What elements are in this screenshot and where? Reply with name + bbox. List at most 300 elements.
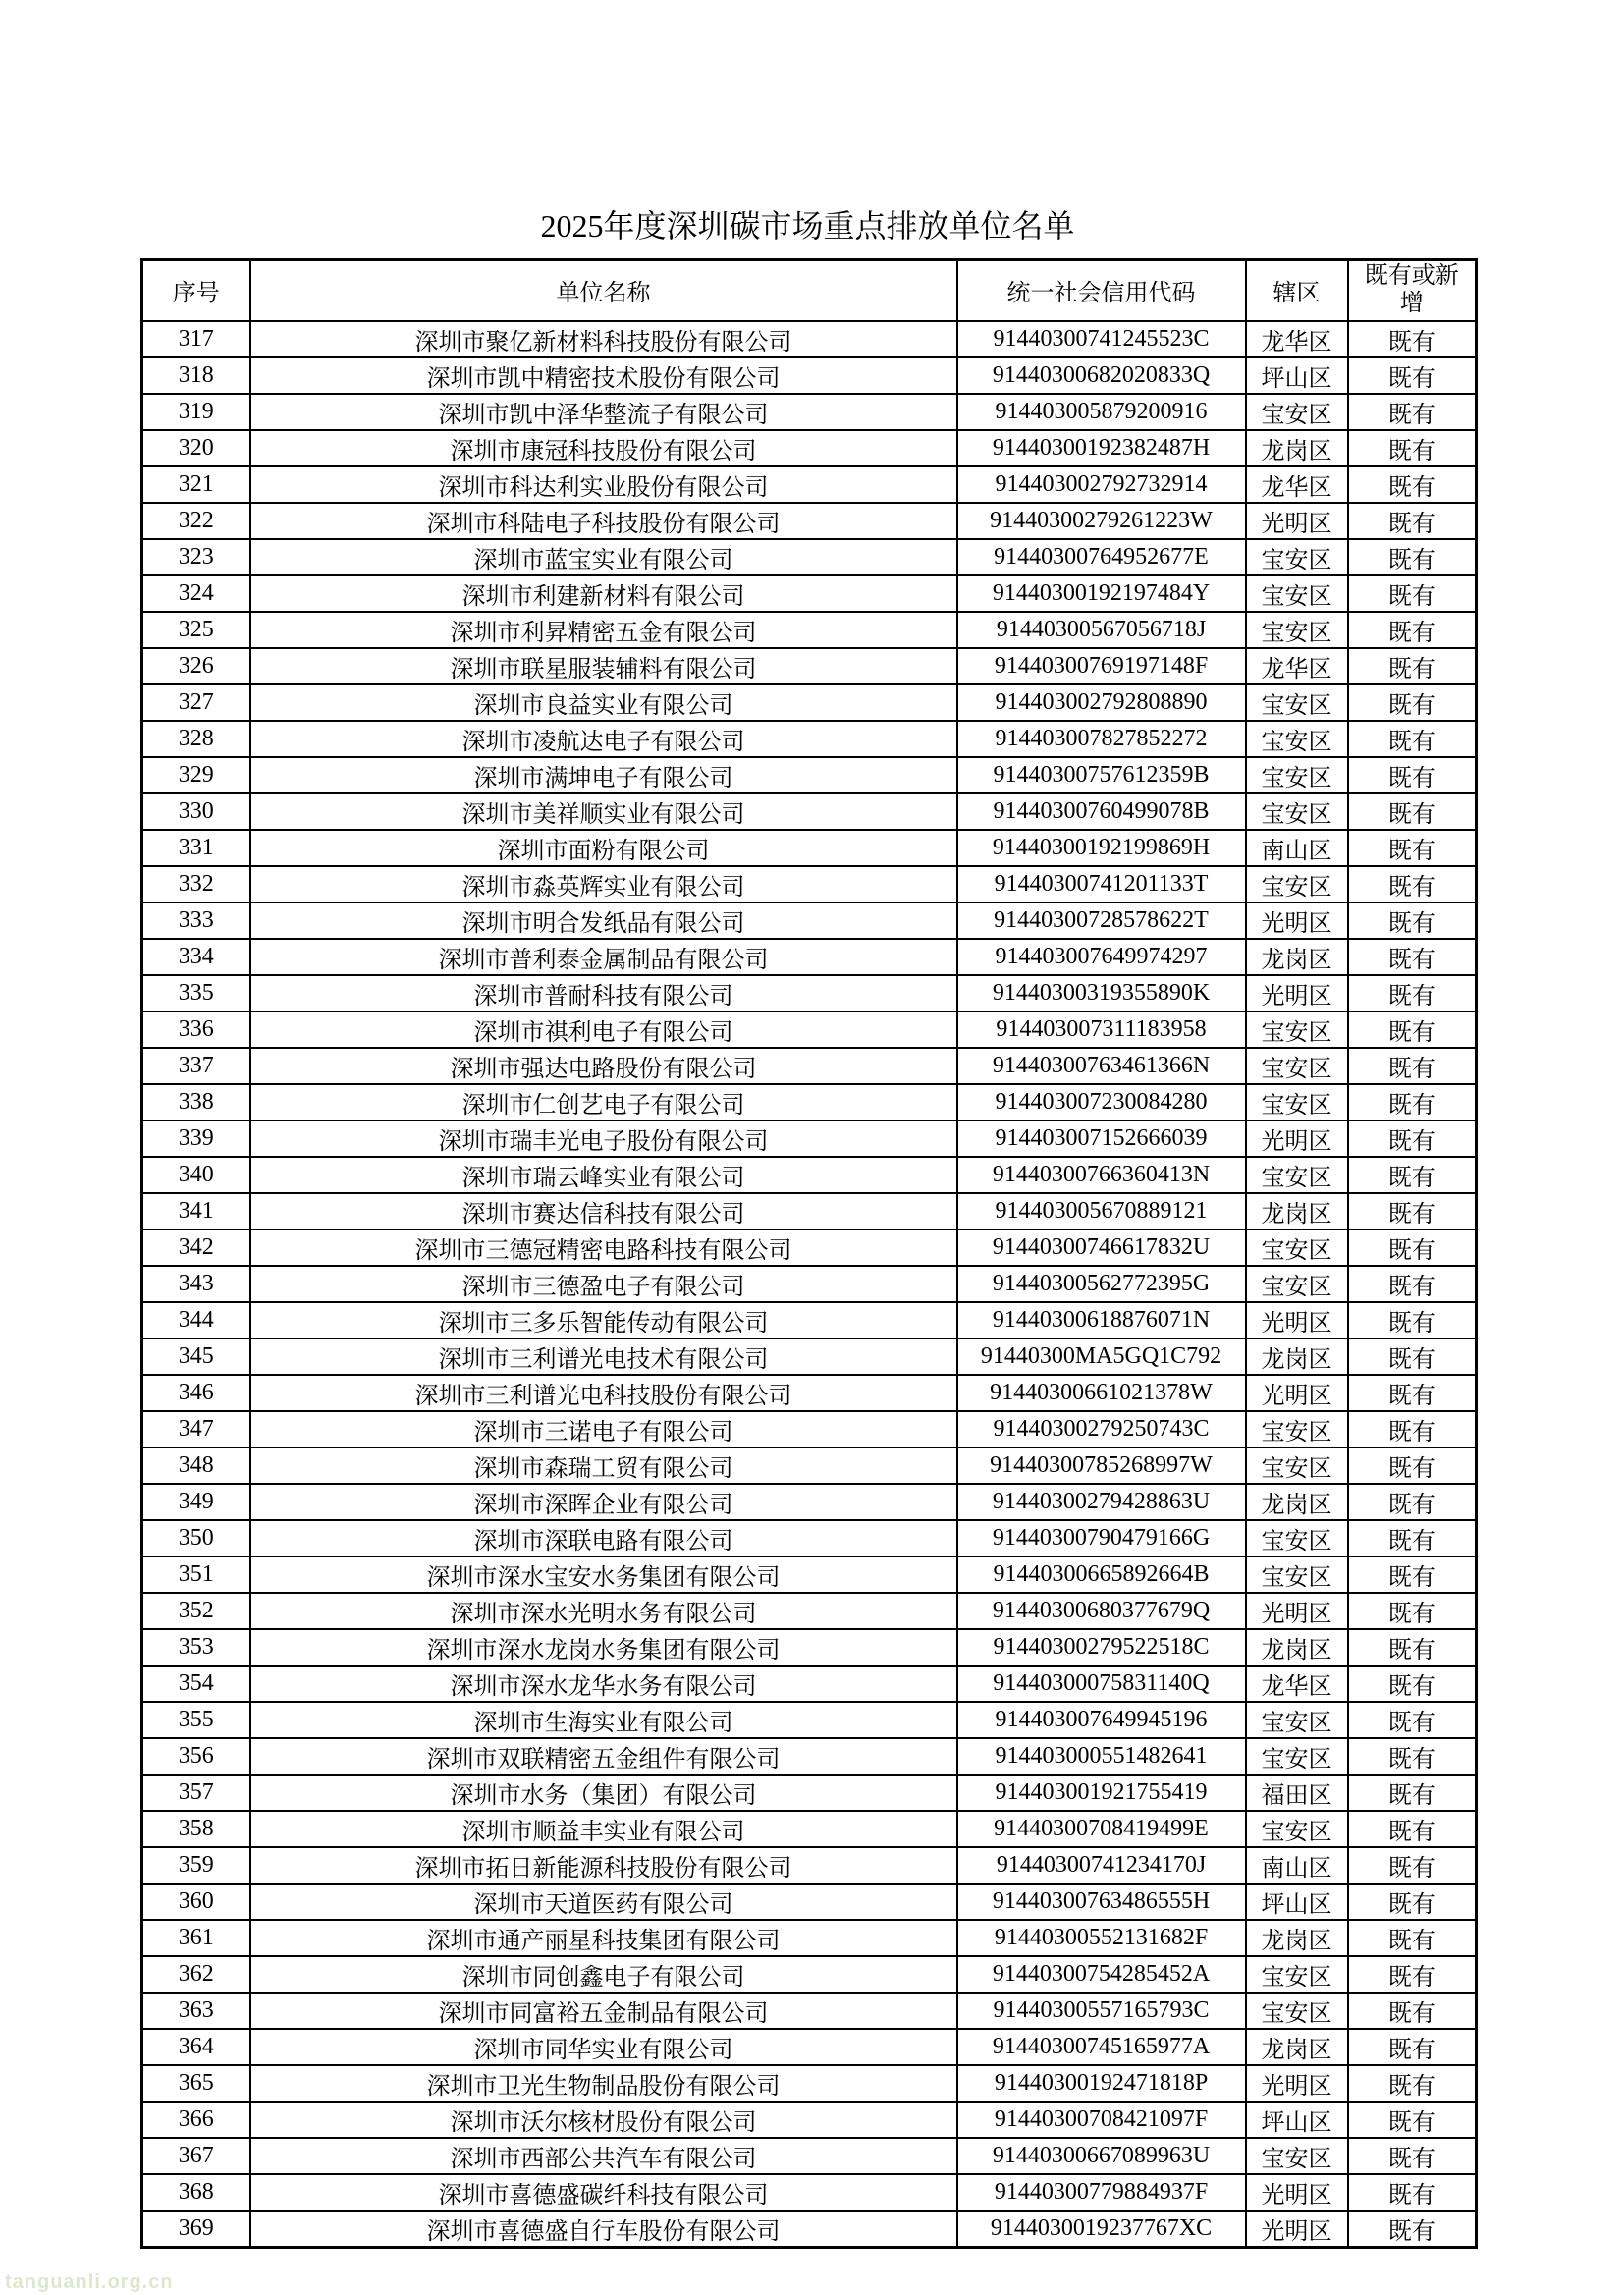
cell-code: 914403000551482641 <box>957 1738 1246 1775</box>
cell-no: 353 <box>142 1629 250 1666</box>
cell-code: 914403005879200916 <box>957 394 1246 430</box>
cell-status: 既有 <box>1348 1520 1477 1557</box>
cell-code: 91440300192471818P <box>957 2065 1246 2102</box>
cell-district: 宝安区 <box>1246 1411 1348 1448</box>
cell-district: 龙华区 <box>1246 321 1348 357</box>
cell-district: 光明区 <box>1246 503 1348 539</box>
table-row <box>142 430 1477 466</box>
cell-status: 既有 <box>1348 1557 1477 1593</box>
table-row <box>142 394 1477 430</box>
cell-name: 深圳市强达电路股份有限公司 <box>250 1048 957 1084</box>
table-row <box>142 612 1477 648</box>
cell-district: 龙华区 <box>1246 648 1348 684</box>
cell-no: 360 <box>142 1884 250 1920</box>
cell-name: 深圳市通产丽星科技集团有限公司 <box>250 1920 957 1956</box>
cell-status: 既有 <box>1348 1956 1477 1993</box>
cell-code: 91440300192382487H <box>957 430 1246 466</box>
table-row <box>142 357 1477 394</box>
cell-no: 347 <box>142 1411 250 1448</box>
cell-status: 既有 <box>1348 430 1477 466</box>
cell-name: 深圳市三利谱光电科技股份有限公司 <box>250 1375 957 1411</box>
cell-code: 91440300746617832U <box>957 1229 1246 1266</box>
cell-status: 既有 <box>1348 1920 1477 1956</box>
table-row <box>142 830 1477 866</box>
cell-district: 光明区 <box>1246 902 1348 939</box>
cell-district: 宝安区 <box>1246 1738 1348 1775</box>
cell-code: 91440300708419499E <box>957 1811 1246 1847</box>
cell-status: 既有 <box>1348 1411 1477 1448</box>
cell-district: 宝安区 <box>1246 539 1348 575</box>
cell-no: 364 <box>142 2029 250 2065</box>
cell-status: 既有 <box>1348 721 1477 757</box>
cell-no: 317 <box>142 321 250 357</box>
cell-code: 914403001921755419 <box>957 1775 1246 1811</box>
cell-no: 362 <box>142 1956 250 1993</box>
cell-no: 355 <box>142 1702 250 1738</box>
cell-name: 深圳市科陆电子科技股份有限公司 <box>250 503 957 539</box>
table-row <box>142 1302 1477 1339</box>
cell-name: 深圳市卫光生物制品股份有限公司 <box>250 2065 957 2102</box>
cell-status: 既有 <box>1348 1593 1477 1629</box>
table-row <box>142 721 1477 757</box>
cell-no: 328 <box>142 721 250 757</box>
cell-code: 914403007649945196 <box>957 1702 1246 1738</box>
cell-name: 深圳市顺益丰实业有限公司 <box>250 1811 957 1847</box>
cell-no: 368 <box>142 2174 250 2211</box>
cell-status: 既有 <box>1348 1629 1477 1666</box>
cell-district: 宝安区 <box>1246 793 1348 830</box>
table-row <box>142 1339 1477 1375</box>
cell-status: 既有 <box>1348 1120 1477 1157</box>
cell-code: 91440300741234170J <box>957 1847 1246 1884</box>
table-row <box>142 866 1477 902</box>
cell-code: 91440300745165977A <box>957 2029 1246 2065</box>
emissions-table <box>140 258 1478 2249</box>
table-row <box>142 1811 1477 1847</box>
cell-district: 宝安区 <box>1246 721 1348 757</box>
cell-status: 既有 <box>1348 757 1477 793</box>
cell-district: 南山区 <box>1246 1847 1348 1884</box>
cell-status: 既有 <box>1348 1084 1477 1120</box>
cell-code: 9144030019237767XC <box>957 2211 1246 2248</box>
cell-no: 358 <box>142 1811 250 1847</box>
cell-no: 336 <box>142 1011 250 1048</box>
cell-district: 光明区 <box>1246 975 1348 1011</box>
cell-code: 914403002792808890 <box>957 684 1246 721</box>
table-row <box>142 2211 1477 2248</box>
cell-status: 既有 <box>1348 1702 1477 1738</box>
cell-name: 深圳市明合发纸品有限公司 <box>250 902 957 939</box>
table-row <box>142 1448 1477 1484</box>
table-row <box>142 1411 1477 1448</box>
cell-district: 龙岗区 <box>1246 939 1348 975</box>
cell-name: 深圳市深水宝安水务集团有限公司 <box>250 1557 957 1593</box>
cell-status: 既有 <box>1348 939 1477 975</box>
cell-status: 既有 <box>1348 1484 1477 1520</box>
cell-name: 深圳市双联精密五金组件有限公司 <box>250 1738 957 1775</box>
cell-district: 宝安区 <box>1246 1993 1348 2029</box>
cell-status: 既有 <box>1348 1375 1477 1411</box>
cell-status: 既有 <box>1348 1847 1477 1884</box>
cell-no: 341 <box>142 1193 250 1229</box>
cell-status: 既有 <box>1348 1811 1477 1847</box>
cell-no: 323 <box>142 539 250 575</box>
cell-district: 龙岗区 <box>1246 430 1348 466</box>
cell-no: 326 <box>142 648 250 684</box>
cell-no: 340 <box>142 1157 250 1193</box>
table-row <box>142 757 1477 793</box>
cell-code: 91440300763461366N <box>957 1048 1246 1084</box>
table-row <box>142 321 1477 357</box>
cell-no: 348 <box>142 1448 250 1484</box>
cell-name: 深圳市普利泰金属制品有限公司 <box>250 939 957 975</box>
cell-code: 914403005670889121 <box>957 1193 1246 1229</box>
cell-code: 91440300552131682F <box>957 1920 1246 1956</box>
cell-code: 91440300790479166G <box>957 1520 1246 1557</box>
cell-status: 既有 <box>1348 793 1477 830</box>
cell-name: 深圳市凯中精密技术股份有限公司 <box>250 357 957 394</box>
cell-code: 91440300075831140Q <box>957 1666 1246 1702</box>
table-row <box>142 1484 1477 1520</box>
cell-status: 既有 <box>1348 1011 1477 1048</box>
cell-district: 宝安区 <box>1246 1084 1348 1120</box>
cell-code: 91440300728578622T <box>957 902 1246 939</box>
cell-name: 深圳市利昇精密五金有限公司 <box>250 612 957 648</box>
cell-code: 91440300319355890K <box>957 975 1246 1011</box>
cell-name: 深圳市三多乐智能传动有限公司 <box>250 1302 957 1339</box>
cell-code: 91440300279261223W <box>957 503 1246 539</box>
cell-name: 深圳市拓日新能源科技股份有限公司 <box>250 1847 957 1884</box>
cell-name: 深圳市水务（集团）有限公司 <box>250 1775 957 1811</box>
cell-district: 光明区 <box>1246 1120 1348 1157</box>
cell-name: 深圳市西部公共汽车有限公司 <box>250 2138 957 2174</box>
cell-district: 宝安区 <box>1246 1811 1348 1847</box>
cell-no: 333 <box>142 902 250 939</box>
cell-name: 深圳市凯中泽华整流子有限公司 <box>250 394 957 430</box>
table-row <box>142 1775 1477 1811</box>
header-code: 统一社会信用代码 <box>957 260 1246 321</box>
cell-code: 91440300192199869H <box>957 830 1246 866</box>
cell-status: 既有 <box>1348 2029 1477 2065</box>
cell-district: 宝安区 <box>1246 1520 1348 1557</box>
cell-no: 363 <box>142 1993 250 2029</box>
page-title: 2025年度深圳碳市场重点排放单位名单 <box>540 208 1075 244</box>
table-row <box>142 2065 1477 2102</box>
table-row <box>142 466 1477 503</box>
cell-code: 91440300661021378W <box>957 1375 1246 1411</box>
cell-status: 既有 <box>1348 866 1477 902</box>
table-row <box>142 1629 1477 1666</box>
table-row <box>142 1702 1477 1738</box>
cell-district: 宝安区 <box>1246 757 1348 793</box>
table-row <box>142 503 1477 539</box>
table-row <box>142 684 1477 721</box>
cell-name: 深圳市深水龙岗水务集团有限公司 <box>250 1629 957 1666</box>
cell-district: 龙岗区 <box>1246 2029 1348 2065</box>
cell-name: 深圳市深水龙华水务有限公司 <box>250 1666 957 1702</box>
cell-no: 361 <box>142 1920 250 1956</box>
cell-code: 91440300741201133T <box>957 866 1246 902</box>
cell-district: 宝安区 <box>1246 1011 1348 1048</box>
cell-no: 327 <box>142 684 250 721</box>
cell-name: 深圳市沃尔核材股份有限公司 <box>250 2102 957 2138</box>
cell-name: 深圳市天道医药有限公司 <box>250 1884 957 1920</box>
table-row <box>142 1084 1477 1120</box>
cell-district: 宝安区 <box>1246 1702 1348 1738</box>
table-row <box>142 539 1477 575</box>
cell-no: 330 <box>142 793 250 830</box>
cell-code: 91440300757612359B <box>957 757 1246 793</box>
table-row <box>142 975 1477 1011</box>
table-row <box>142 1520 1477 1557</box>
cell-district: 龙岗区 <box>1246 1339 1348 1375</box>
cell-district: 宝安区 <box>1246 1557 1348 1593</box>
cell-name: 深圳市面粉有限公司 <box>250 830 957 866</box>
cell-code: 914403007311183958 <box>957 1011 1246 1048</box>
cell-code: 91440300618876071N <box>957 1302 1246 1339</box>
table-row <box>142 1120 1477 1157</box>
cell-name: 深圳市康冠科技股份有限公司 <box>250 430 957 466</box>
cell-no: 350 <box>142 1520 250 1557</box>
cell-district: 龙岗区 <box>1246 1629 1348 1666</box>
cell-no: 345 <box>142 1339 250 1375</box>
cell-district: 龙华区 <box>1246 466 1348 503</box>
table-row <box>142 1920 1477 1956</box>
cell-name: 深圳市瑞云峰实业有限公司 <box>250 1157 957 1193</box>
table-row <box>142 793 1477 830</box>
cell-status: 既有 <box>1348 1993 1477 2029</box>
cell-district: 福田区 <box>1246 1775 1348 1811</box>
cell-status: 既有 <box>1348 321 1477 357</box>
cell-name: 深圳市深联电路有限公司 <box>250 1520 957 1557</box>
cell-district: 光明区 <box>1246 2065 1348 2102</box>
cell-status: 既有 <box>1348 1157 1477 1193</box>
cell-no: 338 <box>142 1084 250 1120</box>
cell-no: 354 <box>142 1666 250 1702</box>
cell-code: 91440300279250743C <box>957 1411 1246 1448</box>
cell-code: 91440300785268997W <box>957 1448 1246 1484</box>
cell-no: 343 <box>142 1266 250 1302</box>
table-row <box>142 1593 1477 1629</box>
cell-district: 龙华区 <box>1246 1666 1348 1702</box>
table-row <box>142 648 1477 684</box>
cell-status: 既有 <box>1348 1448 1477 1484</box>
cell-no: 321 <box>142 466 250 503</box>
cell-code: 91440300562772395G <box>957 1266 1246 1302</box>
cell-district: 光明区 <box>1246 2211 1348 2248</box>
header-name: 单位名称 <box>250 260 957 321</box>
cell-district: 宝安区 <box>1246 612 1348 648</box>
cell-district: 宝安区 <box>1246 684 1348 721</box>
cell-district: 龙岗区 <box>1246 1193 1348 1229</box>
table-header <box>142 260 1477 321</box>
table-row <box>142 1738 1477 1775</box>
cell-name: 深圳市利建新材料有限公司 <box>250 575 957 612</box>
cell-code: 91440300764952677E <box>957 539 1246 575</box>
cell-no: 357 <box>142 1775 250 1811</box>
header-status: 既有或新增 <box>1348 260 1477 321</box>
table-row <box>142 1048 1477 1084</box>
cell-district: 宝安区 <box>1246 575 1348 612</box>
cell-name: 深圳市凌航达电子有限公司 <box>250 721 957 757</box>
watermark-text: tanguanli.org.cn <box>5 2271 174 2293</box>
cell-code: 914403007230084280 <box>957 1084 1246 1120</box>
cell-name: 深圳市三德冠精密电路科技有限公司 <box>250 1229 957 1266</box>
cell-district: 光明区 <box>1246 1593 1348 1629</box>
cell-code: 914403007152666039 <box>957 1120 1246 1157</box>
cell-name: 深圳市蓝宝实业有限公司 <box>250 539 957 575</box>
cell-no: 329 <box>142 757 250 793</box>
cell-no: 318 <box>142 357 250 394</box>
cell-no: 365 <box>142 2065 250 2102</box>
cell-no: 334 <box>142 939 250 975</box>
cell-code: 91440300708421097F <box>957 2102 1246 2138</box>
cell-code: 91440300667089963U <box>957 2138 1246 2174</box>
cell-district: 宝安区 <box>1246 1956 1348 1993</box>
cell-name: 深圳市瑞丰光电子股份有限公司 <box>250 1120 957 1157</box>
cell-district: 宝安区 <box>1246 1448 1348 1484</box>
cell-no: 319 <box>142 394 250 430</box>
cell-name: 深圳市淼英辉实业有限公司 <box>250 866 957 902</box>
table-row <box>142 1847 1477 1884</box>
cell-status: 既有 <box>1348 503 1477 539</box>
cell-code: 91440300760499078B <box>957 793 1246 830</box>
table-row <box>142 1993 1477 2029</box>
cell-status: 既有 <box>1348 975 1477 1011</box>
cell-name: 深圳市同华实业有限公司 <box>250 2029 957 2065</box>
cell-code: 91440300665892664B <box>957 1557 1246 1593</box>
cell-code: 91440300779884937F <box>957 2174 1246 2211</box>
cell-name: 深圳市美祥顺实业有限公司 <box>250 793 957 830</box>
table-row <box>142 2174 1477 2211</box>
cell-name: 深圳市普耐科技有限公司 <box>250 975 957 1011</box>
cell-no: 349 <box>142 1484 250 1520</box>
cell-code: 91440300192197484Y <box>957 575 1246 612</box>
cell-status: 既有 <box>1348 2174 1477 2211</box>
cell-name: 深圳市同创鑫电子有限公司 <box>250 1956 957 1993</box>
cell-no: 352 <box>142 1593 250 1629</box>
cell-no: 356 <box>142 1738 250 1775</box>
cell-status: 既有 <box>1348 612 1477 648</box>
cell-no: 337 <box>142 1048 250 1084</box>
cell-status: 既有 <box>1348 1775 1477 1811</box>
cell-name: 深圳市森瑞工贸有限公司 <box>250 1448 957 1484</box>
table-row <box>142 1557 1477 1593</box>
cell-name: 深圳市生海实业有限公司 <box>250 1702 957 1738</box>
cell-status: 既有 <box>1348 2065 1477 2102</box>
cell-no: 331 <box>142 830 250 866</box>
cell-code: 91440300741245523C <box>957 321 1246 357</box>
table-row <box>142 1884 1477 1920</box>
cell-code: 91440300MA5GQ1C792 <box>957 1339 1246 1375</box>
cell-status: 既有 <box>1348 1266 1477 1302</box>
cell-district: 光明区 <box>1246 1302 1348 1339</box>
cell-no: 320 <box>142 430 250 466</box>
table-row <box>142 1193 1477 1229</box>
cell-name: 深圳市聚亿新材料科技股份有限公司 <box>250 321 957 357</box>
cell-code: 91440300557165793C <box>957 1993 1246 2029</box>
cell-district: 宝安区 <box>1246 1229 1348 1266</box>
table-row <box>142 2102 1477 2138</box>
cell-district: 坪山区 <box>1246 2102 1348 2138</box>
table-row <box>142 1229 1477 1266</box>
cell-status: 既有 <box>1348 1302 1477 1339</box>
cell-district: 光明区 <box>1246 1375 1348 1411</box>
table-row <box>142 902 1477 939</box>
cell-code: 91440300680377679Q <box>957 1593 1246 1629</box>
header-row <box>142 260 1477 321</box>
cell-status: 既有 <box>1348 2138 1477 2174</box>
cell-name: 深圳市联星服装辅料有限公司 <box>250 648 957 684</box>
cell-status: 既有 <box>1348 357 1477 394</box>
cell-name: 深圳市满坤电子有限公司 <box>250 757 957 793</box>
cell-code: 91440300766360413N <box>957 1157 1246 1193</box>
cell-district: 龙岗区 <box>1246 1484 1348 1520</box>
table-row <box>142 575 1477 612</box>
cell-no: 369 <box>142 2211 250 2248</box>
table-row <box>142 1375 1477 1411</box>
cell-no: 342 <box>142 1229 250 1266</box>
cell-district: 宝安区 <box>1246 866 1348 902</box>
cell-status: 既有 <box>1348 830 1477 866</box>
cell-district: 坪山区 <box>1246 357 1348 394</box>
cell-district: 龙岗区 <box>1246 1920 1348 1956</box>
cell-status: 既有 <box>1348 466 1477 503</box>
table-body <box>142 321 1477 2248</box>
table-row <box>142 1956 1477 1993</box>
cell-status: 既有 <box>1348 902 1477 939</box>
cell-status: 既有 <box>1348 1048 1477 1084</box>
cell-name: 深圳市同富裕五金制品有限公司 <box>250 1993 957 2029</box>
cell-code: 914403007827852272 <box>957 721 1246 757</box>
cell-district: 宝安区 <box>1246 1266 1348 1302</box>
cell-status: 既有 <box>1348 1666 1477 1702</box>
cell-code: 91440300279428863U <box>957 1484 1246 1520</box>
cell-no: 325 <box>142 612 250 648</box>
cell-status: 既有 <box>1348 539 1477 575</box>
cell-status: 既有 <box>1348 575 1477 612</box>
cell-name: 深圳市科达利实业股份有限公司 <box>250 466 957 503</box>
cell-name: 深圳市祺利电子有限公司 <box>250 1011 957 1048</box>
cell-district: 坪山区 <box>1246 1884 1348 1920</box>
cell-code: 91440300769197148F <box>957 648 1246 684</box>
cell-no: 324 <box>142 575 250 612</box>
cell-status: 既有 <box>1348 1193 1477 1229</box>
cell-name: 深圳市仁创艺电子有限公司 <box>250 1084 957 1120</box>
table-row <box>142 1666 1477 1702</box>
cell-district: 宝安区 <box>1246 394 1348 430</box>
header-district: 辖区 <box>1246 260 1348 321</box>
cell-no: 351 <box>142 1557 250 1593</box>
table-row <box>142 1011 1477 1048</box>
cell-status: 既有 <box>1348 1229 1477 1266</box>
cell-code: 91440300682020833Q <box>957 357 1246 394</box>
cell-no: 367 <box>142 2138 250 2174</box>
cell-district: 光明区 <box>1246 2174 1348 2211</box>
cell-status: 既有 <box>1348 2211 1477 2248</box>
cell-status: 既有 <box>1348 1339 1477 1375</box>
cell-name: 深圳市三德盈电子有限公司 <box>250 1266 957 1302</box>
cell-name: 深圳市深水光明水务有限公司 <box>250 1593 957 1629</box>
cell-code: 91440300763486555H <box>957 1884 1246 1920</box>
cell-code: 91440300567056718J <box>957 612 1246 648</box>
cell-no: 366 <box>142 2102 250 2138</box>
table-row <box>142 939 1477 975</box>
cell-no: 346 <box>142 1375 250 1411</box>
cell-status: 既有 <box>1348 684 1477 721</box>
cell-name: 深圳市喜德盛碳纤科技有限公司 <box>250 2174 957 2211</box>
cell-code: 914403007649974297 <box>957 939 1246 975</box>
